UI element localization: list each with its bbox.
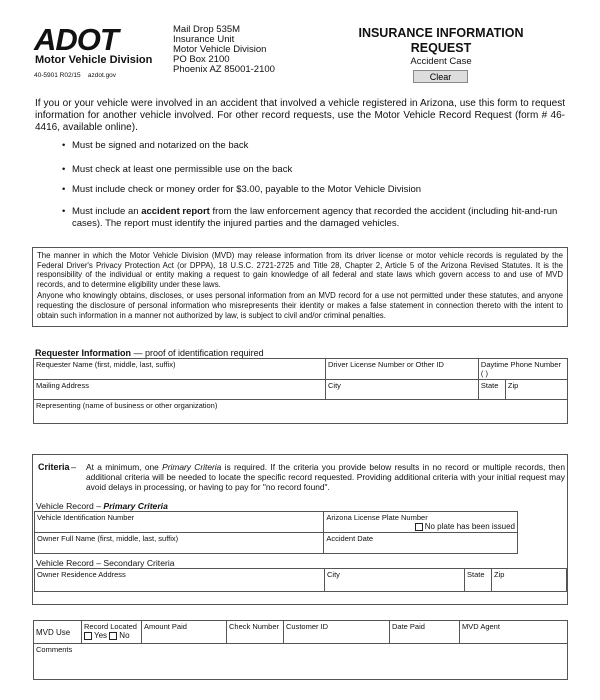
criteria-label: Criteria (38, 462, 70, 472)
address-line: Mail Drop 535M (173, 24, 241, 35)
criteria-instructions (86, 462, 565, 492)
field-label: Representing (name of business or other organization) (36, 401, 218, 410)
list-item-text: Must include check or money order for $3.00, payable to the Motor Vehicle Division (72, 184, 422, 195)
form-number: 40-5901 R02/15 (34, 72, 81, 79)
yes-checkbox[interactable] (84, 632, 92, 640)
adot-logo: ADOT (34, 22, 118, 57)
form-number-line (34, 72, 116, 79)
owner-residence-field[interactable] (35, 569, 325, 592)
clear-button[interactable]: Clear (413, 70, 468, 83)
comments-field[interactable] (34, 644, 568, 680)
address-line: Insurance Unit (173, 34, 235, 45)
customer-id-field[interactable] (284, 621, 390, 644)
date-paid-field[interactable] (390, 621, 460, 644)
field-label: Vehicle Identification Number (37, 513, 135, 522)
field-label: Driver License Number or Other ID (328, 360, 444, 369)
license-plate-field[interactable] (324, 512, 518, 533)
primary-heading-emphasis: Primary Criteria (103, 501, 168, 511)
criteria-text-post: is required. If the criteria you provide below results in no record or multiple records, then additional criteria will be needed to locate the specific record requested. Providing additional criteria with your initial request may avoid delays in processing, or having to pay for "no record found". (86, 462, 565, 492)
mvd-use-label: MVD Use (34, 621, 82, 644)
mailing-address-field[interactable] (34, 380, 326, 400)
state-field[interactable] (478, 380, 505, 400)
field-label: City (328, 381, 341, 390)
mailing-address-block (173, 25, 275, 75)
address-line: Phoenix AZ 85001-2100 (173, 64, 275, 75)
primary-criteria-table (34, 511, 518, 554)
field-label: Check Number (229, 622, 280, 631)
secondary-zip-field[interactable] (492, 569, 567, 592)
secondary-state-field[interactable] (465, 569, 492, 592)
requester-section-heading (35, 348, 264, 358)
criteria-text-pre: At a minimum, one (86, 462, 163, 472)
website: azdot.gov (87, 72, 117, 79)
driver-license-field[interactable] (326, 359, 479, 380)
secondary-city-field[interactable] (325, 569, 465, 592)
field-label: Zip (494, 570, 505, 579)
intro-paragraph: If you or your vehicle were involved in an accident that involved a vehicle registered in Arizona, use this form to request information for another vehicle involved. For other record requests, use the Motor Vehicle Record Request (form # 46-4416, available online). (35, 98, 565, 133)
requester-name-field[interactable] (34, 359, 326, 380)
accident-report-emphasis: accident report (141, 206, 210, 217)
title-line-2: REQUEST (410, 41, 472, 55)
title-line-1: INSURANCE INFORMATION (358, 26, 524, 40)
privacy-paragraph-1: The manner in which the Motor Vehicle Division (MVD) may release information from its driver license or motor vehicle records is regulated by the Federal Driver's Privacy Protection Act (or DPPA), 18 U.S.C. 2721-2725 and Title 28, Chapter 2, Article 5 of the Arizona Revised Statutes. It is the responsibility of the individual or entity making a request to gain knowledge of all federal and state laws which govern access to and use of MVD records, and to determine eligibility under these laws. (37, 251, 563, 289)
zip-field[interactable] (505, 380, 567, 400)
field-label: State (467, 570, 485, 579)
field-label: Zip (507, 381, 519, 390)
field-label: Amount Paid (144, 622, 187, 631)
address-line: Motor Vehicle Division (173, 44, 267, 55)
amount-paid-field[interactable] (142, 621, 227, 644)
bullet-icon: • (62, 140, 66, 151)
record-located-field (82, 621, 142, 644)
form-subtitle: Accident Case (410, 56, 472, 67)
address-line: PO Box 2100 (173, 54, 230, 65)
field-label: City (327, 570, 340, 579)
list-item (62, 140, 562, 152)
field-label: Mailing Address (36, 381, 89, 390)
form-title (342, 26, 540, 56)
representing-field[interactable] (34, 400, 568, 424)
field-label: MVD Agent (462, 622, 500, 631)
secondary-criteria-heading: Vehicle Record – Secondary Criteria (36, 558, 175, 568)
list-item-text: Must be signed and notarized on the back (72, 140, 249, 151)
no-plate-checkbox[interactable] (415, 523, 423, 531)
no-plate-label: No plate has been issued (424, 522, 515, 531)
field-label: Record Located (84, 622, 137, 631)
requester-table (33, 358, 568, 424)
bullet-icon: • (62, 184, 66, 195)
field-label: Owner Full Name (first, middle, last, suffix) (37, 534, 179, 543)
field-label: Arizona License Plate Number (326, 513, 428, 522)
list-item (62, 206, 562, 230)
list-item-text (62, 206, 562, 230)
bullet-icon: • (62, 164, 66, 175)
criteria-text-emphasis: Primary Criteria (162, 462, 222, 472)
division-name: Motor Vehicle Division (35, 54, 153, 66)
field-label: Comments (36, 645, 73, 654)
requester-heading-note: — proof of identification required (131, 348, 264, 358)
owner-full-name-field[interactable] (35, 533, 324, 554)
field-label: Accident Date (326, 534, 374, 543)
list-item-text-post: from the law enforcement agency that recorded the accident (including hit-and-run cases). The report must identify the injured parties and the damaged vehicles. (72, 206, 558, 229)
field-label: State (480, 381, 499, 390)
privacy-notice-box (32, 247, 568, 327)
requester-heading-label: Requester Information (35, 348, 132, 358)
list-item-text: Must check at least one permissible use on the back (72, 164, 293, 175)
check-number-field[interactable] (227, 621, 284, 644)
field-label: Daytime Phone Number (480, 360, 561, 369)
daytime-phone-field[interactable] (478, 359, 567, 380)
field-label: Requester Name (first, middle, last, suffix) (36, 360, 176, 369)
city-field[interactable] (326, 380, 479, 400)
bullet-icon: • (62, 206, 66, 217)
list-item-text-pre: Must include an (72, 206, 142, 217)
mvd-agent-field[interactable] (460, 621, 568, 644)
accident-date-field[interactable] (324, 533, 518, 554)
field-label: Owner Residence Address (37, 570, 126, 579)
list-item (62, 184, 562, 196)
field-label: Customer ID (286, 622, 329, 631)
secondary-criteria-table (34, 568, 567, 592)
primary-criteria-heading (36, 501, 168, 511)
no-checkbox[interactable] (109, 632, 117, 640)
no-label: No (119, 631, 130, 640)
privacy-paragraph-2: Anyone who knowingly obtains, discloses, or uses personal information from an MVD record for a use not permitted under these statutes, and anyone requesting the disclosure of personal information who misrepresents their identity or makes a false statement in connection thereto with the intent to obtain such information in a manner not authorized by law, is subject to civil and/or criminal penalties. (37, 291, 563, 320)
vin-field[interactable] (35, 512, 324, 533)
mvd-use-table (33, 620, 568, 680)
yes-label: Yes (94, 631, 108, 640)
list-item (62, 164, 562, 176)
field-label: Date Paid (392, 622, 425, 631)
primary-heading-text: Vehicle Record – (36, 501, 104, 511)
phone-area-code-parens: ( ) (480, 369, 489, 378)
criteria-dash: – (71, 462, 77, 472)
